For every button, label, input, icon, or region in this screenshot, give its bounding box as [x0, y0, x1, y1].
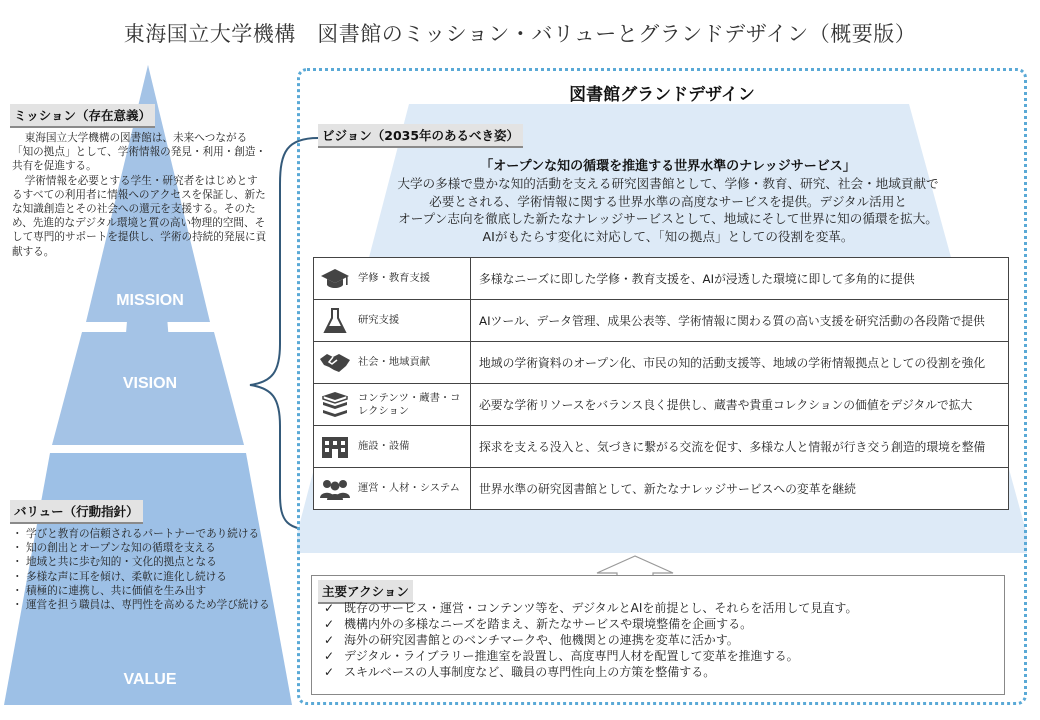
mission-paragraph: 東海国立大学機構の図書館は、未来へつながる「知の拠点」として、学術情報の発見・利用・創造・共有を促進する。 — [12, 132, 267, 173]
action-item: ✓ 既存のサービス・運営・コンテンツ等を、デジタルとAIを前提とし、それらを活用して見直す。 — [324, 600, 857, 616]
value-item: ・ 知の創出とオープンな知の循環を支える — [12, 541, 280, 555]
vision-band-label: VISION — [122, 375, 178, 392]
value-band-label: VALUE — [123, 671, 177, 688]
graduation-cap-icon — [318, 264, 352, 294]
pillar-category — [314, 342, 471, 384]
mission-band-label: MISSION — [116, 292, 184, 309]
pillar-label: 研究支援 — [358, 314, 400, 326]
mission-header: ミッション（存在意義） — [10, 104, 155, 128]
vision-header: ビジョン（2035年のあるべき姿） — [318, 124, 523, 148]
flask-icon — [318, 306, 352, 336]
key-actions-header: 主要アクション — [318, 580, 413, 604]
table-row — [314, 300, 1009, 342]
pillar-category — [314, 258, 471, 300]
building-icon — [318, 432, 352, 462]
page-title: 東海国立大学機構 図書館のミッション・バリューとグランドデザイン（概要版） — [123, 22, 917, 46]
handshake-icon — [318, 348, 352, 378]
pillar-label: 運営・人材・システム — [358, 482, 460, 494]
key-actions-list — [324, 600, 857, 680]
pillar-category — [314, 426, 471, 468]
pillar-label: 学修・教育支援 — [358, 272, 431, 284]
pillar-label: 施設・設備 — [358, 440, 410, 452]
value-item: ・ 多様な声に耳を傾け、柔軟に進化し続ける — [12, 570, 280, 584]
grand-design-title: 図書館グランドデザイン — [569, 85, 755, 105]
value-item: ・ 学びと教育の信頼されるパートナーであり続ける — [12, 527, 280, 541]
value-list — [12, 527, 280, 612]
pillar-category — [314, 468, 471, 510]
table-row — [314, 384, 1009, 426]
vision-description-line: 大学の多様で豊かな知的活動を支える研究図書館として、学修・教育、研究、社会・地域貢献で — [397, 176, 939, 191]
mission-paragraph: 学術情報を必要とする学生・研究者をはじめとするすべての利用者に情報へのアクセスを保証し、新たな知識創造とその社会への還元を支援する。そのため、先進的なデジタル環境と質の高い物理的空間、そして専門的サポートを提供し、学術の持続的発展に貢献する。 — [12, 174, 267, 258]
pillar-description: 世界水準の研究図書館として、新たなナレッジサービスへの変革を継続 — [471, 468, 1009, 510]
action-item: ✓ 機構内外の多様なニーズを踏まえ、新たなサービスや環境整備を企画する。 — [324, 616, 857, 632]
pillar-description: 探求を支える没入と、気づきに繋がる交流を促す、多様な人と情報が行き交う創造的環境を整備 — [471, 426, 1009, 468]
vision-description-line: オープン志向を徹底した新たなナレッジサービスとして、地域にそして世界に知の循環を拡大。 — [398, 211, 938, 226]
pillar-label: 社会・地域貢献 — [358, 356, 431, 368]
pillar-category — [314, 384, 471, 426]
vision-description-line: 必要とされる、学術情報に関する世界水準の高度なサービスを提供。デジタル活用と — [429, 193, 907, 209]
vision-description-line: AIがもたらす変化に対応して、「知の拠点」としての役割を変革。 — [482, 228, 854, 244]
pillars-table — [313, 257, 1009, 510]
books-icon — [318, 390, 352, 420]
pillar-label: コンテンツ・蔵書・コレクション — [358, 391, 461, 417]
table-row — [314, 342, 1009, 384]
value-item: ・ 積極的に連携し、共に価値を生み出す — [12, 584, 280, 598]
table-row — [314, 426, 1009, 468]
table-row — [314, 258, 1009, 300]
value-item: ・ 運営を担う職員は、専門性を高めるため学び続ける — [12, 598, 280, 612]
action-item: ✓ 海外の研究図書館とのベンチマークや、他機関との連携を変革に活かす。 — [324, 632, 857, 648]
pillar-category — [314, 300, 471, 342]
action-item: ✓ デジタル・ライブラリー推進室を設置し、高度専門人材を配置して変革を推進する。 — [324, 648, 857, 664]
mission-text — [12, 131, 268, 259]
pillar-description: 必要な学術リソースをバランス良く提供し、蔵書や貴重コレクションの価値をデジタルで拡大 — [471, 384, 1009, 426]
action-item: ✓ スキルベースの人事制度など、職員の専門性向上の方策を整備する。 — [324, 664, 857, 680]
pillar-description: 地域の学術資料のオープン化、市民の知的活動支援等、地域の学術情報拠点としての役割を強化 — [471, 342, 1009, 384]
vision-slogan: 「オープンな知の循環を推進する世界水準のナレッジサービス」 — [480, 159, 856, 174]
pillar-description: 多様なニーズに即した学修・教育支援を、AIが浸透した環境に即して多角的に提供 — [471, 258, 1009, 300]
people-icon — [318, 474, 352, 504]
table-row — [314, 468, 1009, 510]
vision-description — [318, 175, 1018, 245]
value-header: バリュー（行動指針） — [10, 500, 143, 524]
value-item: ・ 地域と共に歩む知的・文化的拠点となる — [12, 555, 280, 569]
pillar-description: AIツール、データ管理、成果公表等、学術情報に関わる質の高い支援を研究活動の各段階で提供 — [471, 300, 1009, 342]
